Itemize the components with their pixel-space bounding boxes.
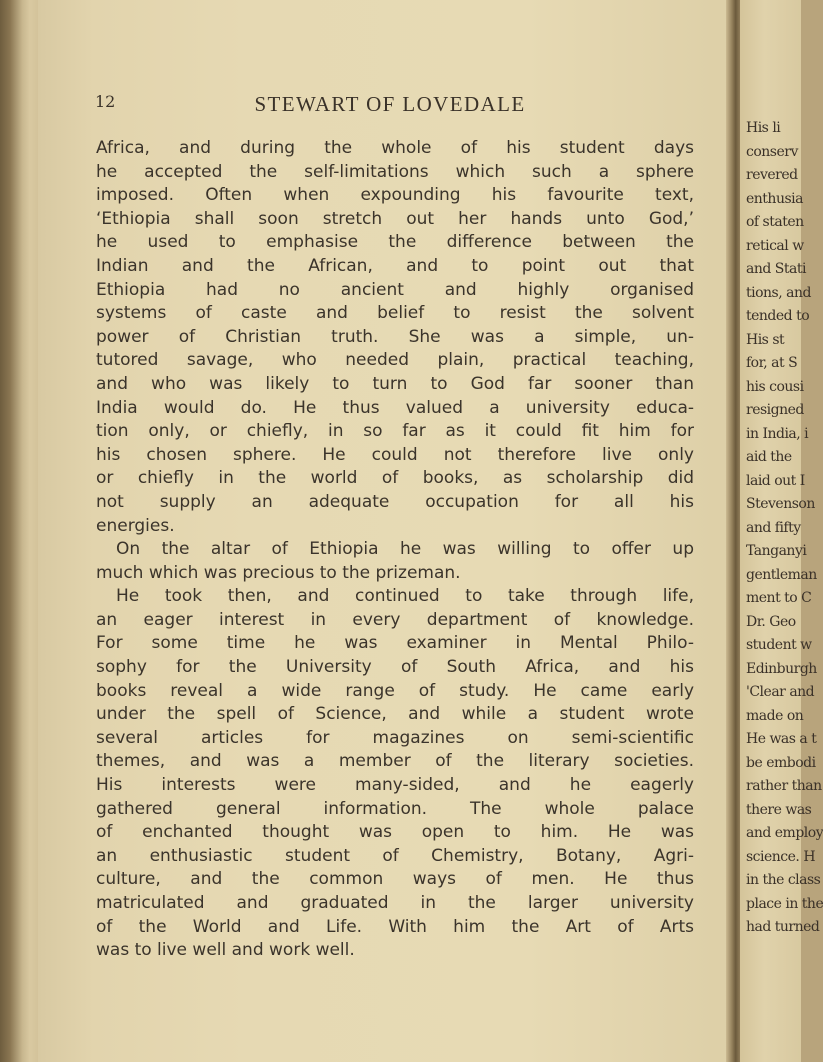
text-line: not supply an adequate occupation for all his — [96, 491, 694, 512]
text-line: India would do. He thus valued a university educa- — [96, 397, 694, 418]
text-line: tutored savage, who needed plain, practical teaching, — [96, 350, 694, 371]
text-line: he accepted the self-limitations which such a sphere — [96, 161, 694, 182]
text-line: Indian and the African, and to point out that — [96, 255, 694, 276]
facing-page-fragment: and fifty — [746, 519, 801, 536]
text-line: On the altar of Ethiopia he was willing to offer up — [116, 539, 694, 560]
text-line: he used to emphasise the difference between the — [96, 232, 694, 253]
facing-page-edge — [740, 0, 823, 1062]
facing-page-fragment: ment to C — [746, 590, 812, 606]
facing-page-fragment: Edinburgh — [746, 660, 817, 677]
facing-page-fragment: be embodi — [746, 754, 816, 771]
text-line: systems of caste and belief to resist the solvent — [96, 303, 694, 324]
facing-page-fragment: place in the — [746, 895, 823, 912]
facing-page-fragment: enthusia — [746, 190, 803, 207]
text-line: under the spell of Science, and while a student wrote — [96, 704, 694, 725]
text-line: tion only, or chiefly, in so far as it could fit him for — [96, 421, 694, 442]
text-line: much which was precious to the prizeman. — [96, 562, 461, 583]
facing-page-fragment: student w — [746, 637, 812, 653]
body-text — [96, 137, 694, 963]
facing-page-fragment: conserv — [746, 143, 798, 160]
facing-page-fragment: tions, and — [746, 284, 811, 301]
facing-page-fragment: and employ — [746, 825, 823, 841]
text-line: energies. — [96, 515, 175, 536]
text-line: Ethiopia had no ancient and highly organised — [96, 279, 694, 300]
facing-page-fragment: of staten — [746, 214, 804, 230]
facing-page-fragment: 'Clear and — [746, 684, 815, 700]
text-line: His interests were many-sided, and he eagerly — [96, 775, 694, 796]
text-line: or chiefly in the world of books, as scholarship did — [96, 468, 694, 489]
facing-page-fragment: Dr. Geo — [746, 613, 796, 630]
text-line: was to live well and work well. — [96, 940, 355, 961]
facing-page-fragment: and Stati — [746, 261, 806, 277]
facing-page-fragment: science. H — [746, 848, 816, 865]
facing-page-fragment: for, at S — [746, 355, 798, 371]
facing-page-fragment: had turned — [746, 919, 820, 935]
facing-page-fragment: there was — [746, 801, 812, 818]
text-line: power of Christian truth. She was a simple, un- — [96, 326, 694, 347]
text-line: For some time he was examiner in Mental Philo- — [96, 633, 694, 654]
facing-page-fragment: aid the — [746, 449, 792, 465]
page-number: 12 — [95, 92, 116, 111]
page-header — [95, 92, 685, 116]
text-line: ‘Ethiopia shall soon stretch out her hands unto God,’ — [96, 208, 694, 229]
facing-page-fragment: gentleman — [746, 566, 817, 583]
text-line: of enchanted thought was open to him. He was — [96, 822, 694, 843]
facing-page-fragment: He was a t — [746, 731, 817, 747]
facing-page-fragment: His st — [746, 331, 785, 348]
facing-page-fragment: laid out I — [746, 472, 805, 489]
text-line: themes, and was a member of the literary societies. — [96, 751, 694, 772]
text-line: sophy for the University of South Africa, and his — [96, 657, 694, 678]
text-line: books reveal a wide range of study. He came early — [96, 680, 694, 701]
facing-page-fragment: His li — [746, 120, 781, 136]
text-line: culture, and the common ways of men. He thus — [96, 869, 694, 890]
facing-page-fragment: resigned — [746, 402, 804, 418]
facing-page-fragment: Tanganyi — [746, 543, 807, 559]
text-line: He took then, and continued to take through life, — [116, 586, 694, 607]
text-line: his chosen sphere. He could not therefore live only — [96, 444, 694, 465]
running-head: STEWART OF LOVEDALE — [254, 92, 526, 116]
text-line: an enthusiastic student of Chemistry, Botany, Agri- — [96, 845, 694, 866]
text-line: matriculated and graduated in the larger university — [96, 893, 694, 913]
facing-page-fragment: made on — [746, 707, 804, 724]
text-line: Africa, and during the whole of his student days — [96, 138, 694, 158]
facing-page-fragment: revered — [746, 167, 798, 183]
text-line: gathered general information. The whole palace — [96, 798, 694, 819]
facing-page-fragment: retical w — [746, 237, 804, 254]
facing-page-fragment: in India, i — [746, 425, 809, 442]
text-line: and who was likely to turn to God far sooner than — [96, 373, 694, 394]
facing-page-fragment: his cousi — [746, 378, 804, 395]
text-line: an eager interest in every department of knowledge. — [96, 609, 694, 630]
facing-page-fragment: rather than — [746, 778, 822, 794]
facing-page-fragment: in the class — [746, 872, 821, 888]
facing-page-fragment: tended to — [746, 308, 810, 324]
facing-page-fragment: Stevenson — [746, 496, 815, 512]
text-line: imposed. Often when expounding his favourite text, — [96, 185, 694, 206]
text-line: of the World and Life. With him the Art of Arts — [96, 916, 694, 937]
text-line: several articles for magazines on semi-scientific — [96, 727, 694, 748]
